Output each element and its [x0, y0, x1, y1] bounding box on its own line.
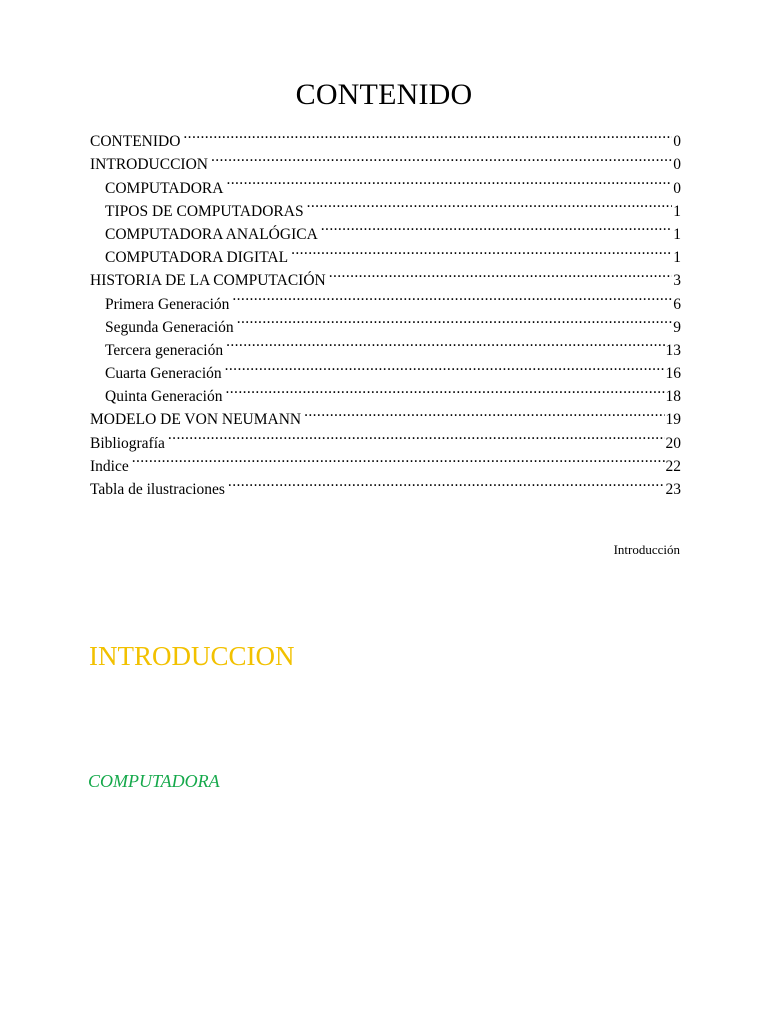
toc-entry-label: Indice	[90, 457, 129, 475]
toc-dot-leader	[237, 309, 673, 332]
toc-entry[interactable]	[90, 424, 681, 452]
toc-page-number: 19	[665, 411, 681, 429]
toc-page-number: 13	[665, 341, 681, 359]
toc-dot-leader	[329, 262, 673, 285]
toc-entry-label: Cuarta Generación	[105, 365, 222, 383]
toc-dot-leader	[132, 448, 665, 471]
toc-entry-label: MODELO DE VON NEUMANN	[90, 411, 302, 429]
toc-dot-leader	[321, 216, 672, 239]
toc-entry[interactable]	[90, 123, 681, 151]
table-of-contents	[90, 123, 681, 498]
toc-dot-leader	[304, 401, 664, 424]
toc-entry-label: TIPOS DE COMPUTADORAS	[105, 202, 304, 220]
toc-entry-label: Tercera generación	[105, 341, 224, 359]
toc-page-number: 1	[673, 202, 681, 220]
section-subheading: COMPUTADORA	[88, 771, 220, 791]
toc-dot-leader	[211, 146, 672, 169]
toc-page-number: 0	[673, 179, 681, 197]
toc-dot-leader	[291, 239, 672, 262]
toc-title: CONTENIDO	[295, 78, 473, 111]
toc-page-number: 9	[673, 318, 681, 336]
section-heading: INTRODUCCION	[89, 641, 295, 671]
toc-entry-label: COMPUTADORA	[105, 179, 224, 197]
toc-dot-leader	[183, 123, 672, 146]
toc-entry-label: INTRODUCCION	[90, 156, 208, 174]
toc-entry-label: HISTORIA DE LA COMPUTACIÓN	[90, 272, 326, 290]
toc-page-number: 0	[673, 133, 681, 151]
toc-entry-label: Primera Generación	[105, 295, 230, 313]
toc-page-number: 1	[673, 225, 681, 243]
toc-entry-label: COMPUTADORA ANALÓGICA	[105, 225, 318, 243]
toc-page-number: 18	[665, 388, 681, 406]
toc-dot-leader	[226, 378, 665, 401]
toc-page-number: 20	[665, 434, 681, 452]
toc-page-number: 6	[673, 295, 681, 313]
toc-dot-leader	[228, 471, 665, 494]
toc-entry[interactable]	[90, 448, 681, 475]
toc-entry-label: Segunda Generación	[105, 318, 234, 336]
toc-dot-leader	[226, 169, 672, 192]
toc-page-number: 16	[665, 365, 681, 383]
toc-entry-label: Tabla de ilustraciones	[90, 481, 225, 498]
toc-page-number: 3	[673, 272, 681, 290]
toc-page-number: 1	[673, 249, 681, 267]
toc-entry-label: Quinta Generación	[105, 388, 223, 406]
toc-entry-label: CONTENIDO	[90, 133, 181, 151]
toc-entry[interactable]	[90, 471, 681, 498]
toc-entry-label: COMPUTADORA DIGITAL	[105, 249, 289, 267]
toc-page-number: 0	[673, 156, 681, 174]
running-header: Introducción	[613, 542, 680, 557]
toc-page-number: 22	[665, 457, 681, 475]
toc-dot-leader	[168, 424, 665, 447]
toc-page-number: 23	[665, 481, 681, 498]
toc-dot-leader	[225, 355, 665, 378]
toc-dot-leader	[226, 332, 664, 355]
toc-dot-leader	[232, 285, 672, 308]
toc-entry-label: Bibliografía	[90, 434, 165, 452]
toc-dot-leader	[307, 193, 673, 216]
